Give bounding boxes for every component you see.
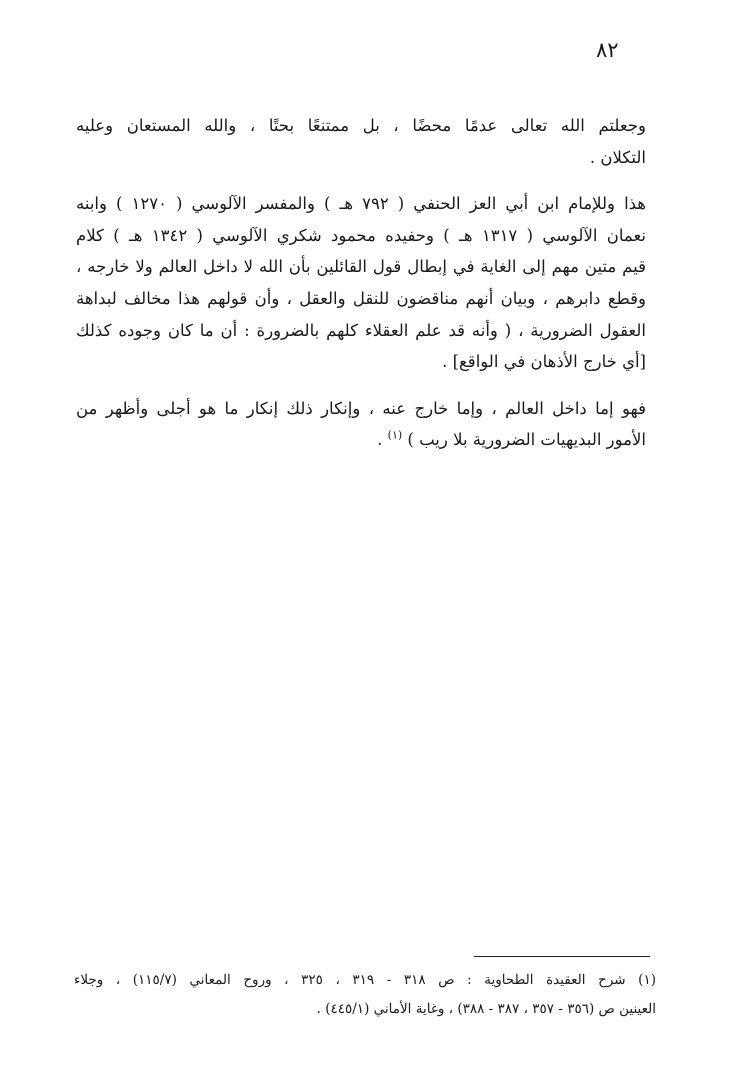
text-line-body: الأمور البديهيات الضرورية بلا ريب ) xyxy=(407,430,646,450)
paragraph-3 xyxy=(76,393,646,456)
text-line: فهو إما داخل العالم ، وإما خارج عنه ، وإنكار ذلك إنكار ما هو أجلى وأظهر من xyxy=(76,398,646,418)
text-line: العقول الضرورية ، ( وأنه قد علم العقلاء كلهم بالضرورة : أن ما كان وجوده كذلك xyxy=(76,320,646,340)
text-line: التكلان . xyxy=(589,147,646,167)
footnote-reference[interactable]: (١) xyxy=(387,428,403,442)
text-line: نعمان الآلوسي ( ١٣١٧ هـ ) وحفيده محمود شكري الآلوسي ( ١٣٤٢ هـ ) كلام xyxy=(76,225,646,245)
text-line: هذا وللإمام ابن أبي العز الحنفي ( ٧٩٢ هـ ) والمفسر الآلوسي ( ١٢٧٠ ) وابنه xyxy=(76,194,647,214)
text-line-end: . xyxy=(377,430,388,450)
text-line: [أي خارج الأذهان في الواقع] . xyxy=(442,352,646,372)
page-number: ٨٢ xyxy=(596,38,619,62)
text-line: وجعلتم الله تعالى عدمًا محضًا ، بل ممتنعًا بحتًا ، والله المستعان وعليه xyxy=(76,116,646,135)
footnotes xyxy=(74,966,656,1024)
footnote-divider xyxy=(474,956,650,957)
footnote-line: (١) شرح العقيدة الطحاوية : ص ٣١٨ - ٣١٩ ، ٣٢٥ ، وروح المعاني (١١٥/٧) ، وجلاء xyxy=(74,972,656,988)
paragraph-2 xyxy=(76,188,646,378)
text-line-with-footnote xyxy=(76,424,646,456)
main-text xyxy=(76,110,646,471)
text-line: قيم متين مهم إلى الغاية في إبطال قول القائلين بأن الله لا داخل العالم ولا خارجه ، xyxy=(76,257,646,277)
footnote-line: العينين ص (٣٥٦ - ٣٥٧ ، ٣٨٧ - ٣٨٨) ، وغاية الأماني (٤٤٥/١) . xyxy=(316,1001,656,1017)
text-line: وقطع دابرهم ، وبيان أنهم مناقضون للنقل والعقل ، وأن قولهم هذا مخالف لبداهة xyxy=(76,288,646,308)
paragraph-1 xyxy=(76,110,646,173)
